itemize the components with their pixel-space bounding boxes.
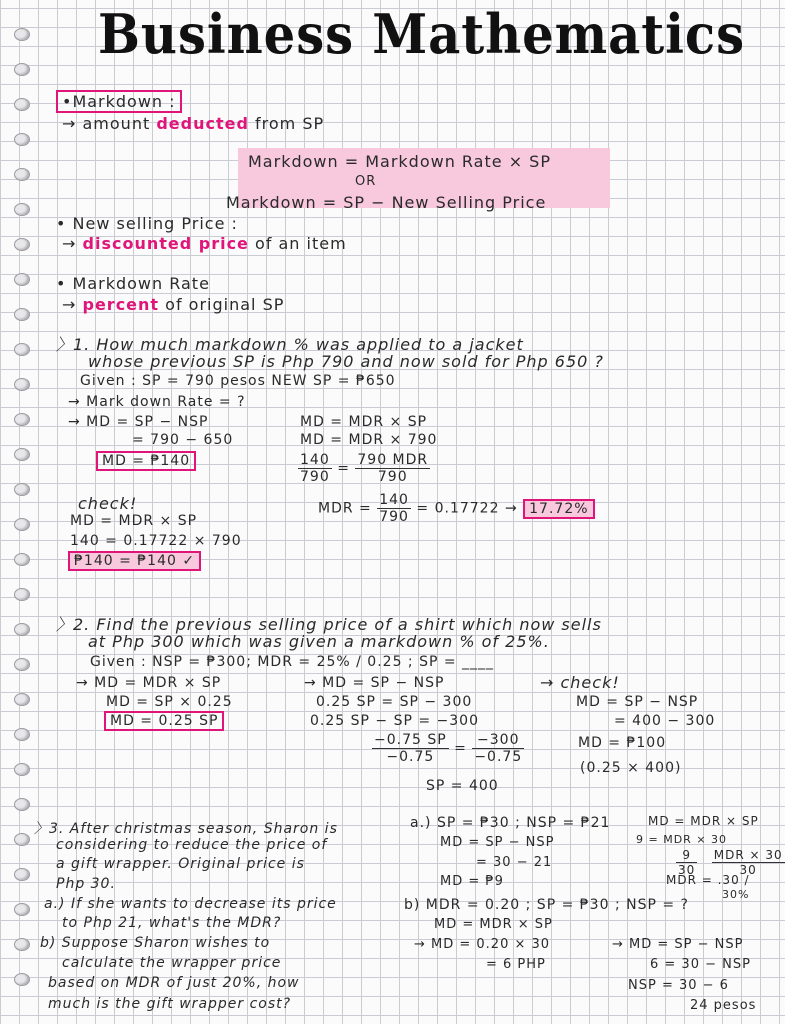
p3-question-a2: to Php 21, what's the MDR?	[62, 915, 282, 931]
ring-icon	[14, 798, 30, 811]
ring-icon	[14, 28, 30, 41]
p3-a-right-4: MDR = .30 /	[666, 873, 750, 887]
nsp-heading: • New selling Price :	[56, 214, 238, 233]
ring-icon	[14, 308, 30, 321]
p2-mid-3: 0.25 SP − SP = −300	[310, 713, 479, 729]
p1-answer-box: MD = ₱140	[96, 451, 196, 471]
mdr-heading: • Markdown Rate	[56, 274, 210, 293]
numerator: MDR × 30	[713, 848, 783, 862]
formula-1: Markdown = Markdown Rate × SP	[248, 152, 551, 171]
p2-mid-2: 0.25 SP = SP − 300	[316, 694, 473, 710]
p1-rate-1: MD = MDR × SP	[300, 414, 428, 430]
p3-b-right-2: 6 = 30 − NSP	[650, 957, 751, 972]
p1-check-3	[68, 553, 201, 569]
denominator: 790	[379, 509, 409, 525]
ring-icon	[14, 833, 30, 846]
denominator: 790	[377, 469, 408, 485]
p3-question-b4: much is the gift wrapper cost?	[48, 996, 292, 1012]
ring-icon	[14, 763, 30, 776]
p3-a-right-1: MD = MDR × SP	[648, 814, 759, 828]
p1-step-1: → MD = SP − NSP	[68, 414, 209, 430]
p2-step-2: MD = SP × 0.25	[106, 694, 233, 710]
p1-check-box: ₱140 = ₱140 ✓	[68, 551, 201, 571]
formula-2: Markdown = SP − New Selling Price	[226, 193, 547, 212]
highlight-word: discounted price	[82, 234, 249, 253]
ring-icon	[14, 63, 30, 76]
fraction	[372, 732, 449, 765]
arrow-prefix: →	[62, 234, 83, 253]
ring-icon	[14, 658, 30, 671]
ring-icon	[14, 273, 30, 286]
p3-question-b1: b) Suppose Sharon wishes to	[40, 935, 271, 951]
ring-icon	[14, 553, 30, 566]
denominator: −0.75	[386, 749, 435, 765]
numerator: −0.75 SP	[374, 732, 447, 748]
ring-icon	[14, 483, 30, 496]
ring-icon	[14, 728, 30, 741]
p3-question-1: 〉3. After christmas season, Sharon is	[34, 821, 338, 837]
p2-check-2: = 400 − 300	[614, 713, 716, 729]
ring-icon	[14, 938, 30, 951]
p2-check-4: (0.25 × 400)	[580, 760, 682, 776]
p1-rate-3	[298, 452, 430, 485]
numerator: 140	[300, 452, 330, 468]
ring-icon	[14, 518, 30, 531]
p1-given: Given : SP = 790 pesos NEW SP = ₱650	[80, 373, 396, 389]
p3-question-b2: calculate the wrapper price	[62, 955, 282, 971]
ring-icon	[14, 868, 30, 881]
nsp-definition	[62, 234, 347, 253]
rhs: MDR × 30	[663, 833, 728, 846]
p3-b-right-1: → MD = SP − NSP	[612, 937, 744, 952]
p3-b-head: b) MDR = 0.20 ; SP = ₱30 ; NSP = ?	[404, 897, 689, 913]
markdown-heading	[56, 92, 182, 111]
p2-mid-1: → MD = SP − NSP	[304, 675, 445, 691]
lhs: MDR =	[318, 500, 372, 517]
value: = 0.17722 →	[416, 500, 518, 517]
p3-a-1: MD = SP − NSP	[440, 835, 555, 850]
ring-icon	[14, 693, 30, 706]
fraction	[355, 452, 430, 485]
p3-b-2: → MD = 0.20 × 30	[414, 937, 551, 952]
p1-rate-answer: 17.72%	[523, 499, 594, 519]
p3-b-right-3: NSP = 30 − 6	[628, 978, 729, 993]
ring-icon	[14, 98, 30, 111]
arrow-prefix: →	[62, 295, 83, 314]
p3-a-right-2	[636, 833, 727, 846]
denominator: 790	[300, 469, 330, 485]
ring-icon	[14, 238, 30, 251]
p2-check-3: MD = ₱100	[578, 735, 667, 751]
p3-question-3: a gift wrapper. Original price is	[56, 856, 305, 872]
numerator: 790 MDR	[357, 452, 429, 468]
fraction	[298, 452, 332, 485]
p2-step-1: → MD = MDR × SP	[76, 675, 222, 691]
highlight-word: percent	[82, 295, 160, 314]
ring-icon	[14, 203, 30, 216]
ring-icon	[14, 973, 30, 986]
p1-question-line-2: whose previous SP is Php 790 and now sold for Php 650 ?	[88, 352, 604, 371]
p1-rate-4	[318, 492, 595, 525]
ring-icon	[14, 168, 30, 181]
formula-or: OR	[355, 174, 377, 189]
mdr-definition	[62, 295, 284, 314]
denominator: −0.75	[474, 749, 523, 765]
numerator: 9	[676, 848, 697, 863]
definition-text: of original SP	[159, 295, 285, 314]
p3-b-1: MD = MDR × SP	[434, 917, 553, 932]
p3-question-4: Php 30.	[56, 876, 116, 892]
p2-check: → check!	[540, 673, 620, 692]
definition-text: from SP	[248, 114, 325, 133]
p1-check-2: 140 = 0.17722 × 790	[70, 533, 242, 549]
ring-icon	[14, 903, 30, 916]
numerator: −300	[472, 732, 524, 749]
p2-given: Given : NSP = ₱300; MDR = 25% / 0.25 ; SP = ____	[90, 654, 495, 670]
markdown-definition	[62, 114, 324, 133]
equals: =	[337, 460, 350, 477]
ring-icon	[14, 448, 30, 461]
p2-check-1: MD = SP − NSP	[576, 694, 699, 710]
p3-a-head: a.) SP = ₱30 ; NSP = ₱21	[410, 815, 611, 831]
denominator: 30	[739, 863, 757, 877]
highlight-word: deducted	[156, 114, 249, 133]
fraction	[472, 732, 524, 765]
p1-rate-2: MD = MDR × 790	[300, 432, 438, 448]
p3-b-right-4: 24 pesos	[690, 998, 757, 1013]
arrow-prefix: → amount	[62, 114, 157, 133]
markdown-label: •Markdown :	[56, 90, 182, 113]
p3-b-3: = 6 PHP	[486, 957, 546, 972]
ring-icon	[14, 623, 30, 636]
p3-a-3: MD = ₱9	[440, 874, 504, 889]
lhs: 9 =	[636, 833, 659, 846]
denominator: 30	[678, 863, 696, 877]
p3-question-b3: based on MDR of just 20%, how	[48, 975, 300, 991]
p3-question-a1: a.) If she wants to decrease its price	[44, 896, 337, 912]
p2-question-line-2: at Php 300 which was given a markdown % of 25%.	[88, 632, 550, 651]
fraction	[377, 492, 411, 525]
p1-find: → Mark down Rate = ?	[68, 394, 246, 410]
p1-question-line-1: 〉1. How much markdown % was applied to a jacket	[56, 335, 524, 354]
p3-a-right-5: 30%	[722, 888, 750, 901]
ring-icon	[14, 133, 30, 146]
ring-icon	[14, 343, 30, 356]
p1-step-2: = 790 − 650	[132, 432, 234, 448]
p2-question-line-1: 〉2. Find the previous selling price of a shirt which now sells	[56, 615, 602, 634]
p1-answer	[96, 453, 196, 469]
p2-answer-box: MD = 0.25 SP	[104, 711, 224, 731]
p2-mid-4	[372, 732, 524, 765]
numerator: 140	[379, 492, 409, 508]
p3-question-2: considering to reduce the price of	[56, 837, 328, 853]
page-title: Business Mathematics	[98, 2, 745, 66]
ring-icon	[14, 378, 30, 391]
p3-a-2: = 30 − 21	[476, 855, 553, 870]
p2-answer	[104, 713, 224, 729]
p1-check: check!	[78, 494, 138, 513]
p1-check-1: MD = MDR × SP	[70, 513, 198, 529]
ring-icon	[14, 588, 30, 601]
equals: =	[454, 740, 467, 757]
definition-text: of an item	[248, 234, 347, 253]
ring-icon	[14, 413, 30, 426]
p2-result: SP = 400	[426, 778, 499, 794]
